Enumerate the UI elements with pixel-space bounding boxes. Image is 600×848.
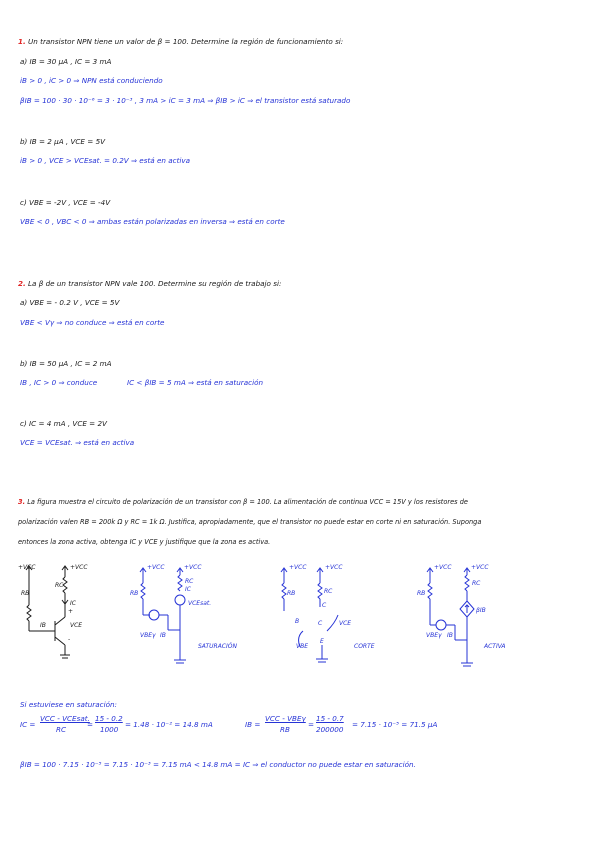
d1-rc: RC (55, 582, 64, 589)
d3-vcc-left: +VCC (289, 564, 307, 571)
d3-rb: RB (287, 590, 296, 597)
d1-vce: VCE (70, 622, 83, 629)
problem2-c-line: VCE = VCEsat. ⇒ está en activa (20, 438, 135, 447)
eq2-result: = 7.15 · 10⁻⁵ = 71.5 μA (352, 720, 438, 729)
problem2-b-line1: IB , IC > 0 ⇒ conduce (20, 378, 98, 387)
problem3-statement-line2: polarización valen RB = 200k Ω y RC = 1k Ω. Justifica, apropiadamente, que el transistor no puede estar en corte ni en saturación. Suponga (18, 518, 482, 526)
eq2-numerator2: 15 - 0.7 (316, 714, 344, 723)
diagram-original-circuit (26, 566, 70, 658)
d3-e: E (320, 638, 324, 645)
d1-vcc-left: +VCC (18, 564, 36, 571)
problem2-b-given: b) IB = 50 μA , IC = 2 mA (20, 359, 112, 368)
diagram-saturacion (140, 568, 186, 663)
d4-ib: IB (447, 632, 453, 639)
diagram-corte (281, 568, 338, 662)
d3-vcc-right: +VCC (325, 564, 343, 571)
eq1-lhs: IC = (20, 720, 36, 729)
eq2-denominator: RB (280, 725, 290, 734)
problem1-statement (18, 37, 343, 46)
problem3-statement-line3: entonces la zona activa, obtenga IC y VCE y justifique que la zona es activa. (18, 538, 271, 546)
d4-vcc-left: +VCC (434, 564, 452, 571)
d1-vcc-right: +VCC (70, 564, 88, 571)
d2-vbe: VBEγ (140, 632, 156, 639)
problem3-final-line: βIB = 100 · 7.15 · 10⁻⁵ = 7.15 · 10⁻³ = 7.15 mA < 14.8 mA = IC ⇒ el conductor no puede estar en saturación. (20, 760, 416, 769)
eq2-equals: = (308, 720, 315, 729)
d2-vcc-right: +VCC (184, 564, 202, 571)
eq1-denominator2: 1000 (100, 725, 119, 734)
d4-rb: RB (417, 590, 426, 597)
d2-ib: IB (160, 632, 166, 639)
problem3-statement-line1 (18, 498, 468, 507)
problem1-b-line: iB > 0 , VCE > VCEsat. = 0.2V ⇒ está en activa (20, 156, 191, 165)
d4-label: ACTIVA (484, 643, 506, 650)
problem2-a-given: a) VBE = - 0.2 V , VCE = 5V (20, 298, 120, 307)
problem1-c-line: VBE < 0 , VBC < 0 ⇒ ambas están polarizadas en inversa ⇒ está en corte (20, 217, 285, 226)
problem1-a-line1: iB > 0 , iC > 0 ⇒ NPN está conduciendo (20, 76, 163, 85)
diagram-activa (427, 568, 474, 666)
d2-label: SATURACIÓN (198, 643, 237, 650)
problem2-number: 2. (18, 279, 26, 288)
problem1-text: Un transistor NPN tiene un valor de β = 100. Determine la región de funcionamiento si: (28, 37, 344, 46)
problem3-number: 3. (18, 498, 26, 506)
d4-vcc-right: +VCC (471, 564, 489, 571)
d2-rb: RB (130, 590, 139, 597)
problem2-c-given: c) IC = 4 mA , VCE = 2V (20, 419, 107, 428)
problem3-text-l1: La figura muestra el circuito de polarización de un transistor con β = 100. La alimentación de continua VCC = 15V y los resistores de (27, 498, 468, 506)
eq1-result: = 1.48 · 10⁻² = 14.8 mA (125, 720, 213, 729)
d3-rc: RC (324, 588, 333, 595)
problem1-a-given: a) IB = 30 μA , IC = 3 mA (20, 57, 112, 66)
d3-c-mid: C (318, 620, 323, 627)
eq1-denominator: RC (56, 725, 67, 734)
circuit-diagrams (0, 555, 600, 675)
problem3-sat-heading: Si estuviese en saturación: (20, 700, 117, 709)
d3-vce: VCE (339, 620, 352, 627)
problem2-b-line2: IC < βIB = 5 mA ⇒ está en saturación (127, 378, 264, 387)
d4-beta-ib: βIB (476, 607, 486, 614)
problem2-text: La β de un transistor NPN vale 100. Determine su región de trabajo si: (28, 279, 282, 288)
eq2-numerator: VCC - VBEγ (265, 714, 306, 723)
problem1-c-given: c) VBE = -2V , VCE = -4V (20, 198, 111, 207)
eq2-denominator2: 200000 (316, 725, 344, 734)
d2-vcesat: VCEsat. (188, 600, 212, 607)
d3-label: CORTE (354, 643, 375, 650)
d1-ib: IB (40, 622, 46, 629)
eq2-lhs: IB = (245, 720, 261, 729)
d3-b: B (295, 618, 300, 625)
d1-ic: IC (70, 600, 76, 607)
problem2-a-line: VBE < Vγ ⇒ no conduce ⇒ está en corte (20, 318, 165, 327)
d2-rc: RC (185, 578, 194, 585)
problem1-a-line2: βIB = 100 · 30 · 10⁻⁶ = 3 · 10⁻³ , 3 mA > iC = 3 mA ⇒ βIB > iC ⇒ el transistor está saturado (20, 96, 351, 105)
d3-vbe: VBE (296, 643, 309, 650)
d2-vcc-left: +VCC (147, 564, 165, 571)
d1-minus: - (68, 636, 71, 643)
d4-vbe: VBEγ (426, 632, 442, 639)
eq1-equals: = (87, 720, 94, 729)
problem1-b-given: b) IB = 2 μA , VCE = 5V (20, 137, 106, 146)
d3-c-top: C (322, 602, 327, 609)
eq1-numerator: VCC - VCEsat. (40, 714, 90, 723)
problem2-statement (18, 279, 281, 288)
eq1-numerator2: 15 - 0.2 (95, 714, 123, 723)
d1-rb: RB (21, 590, 30, 597)
problem1-number: 1. (18, 37, 26, 46)
d1-plus: + (68, 608, 74, 615)
d2-ic: IC (185, 586, 191, 593)
d4-rc: RC (472, 580, 481, 587)
